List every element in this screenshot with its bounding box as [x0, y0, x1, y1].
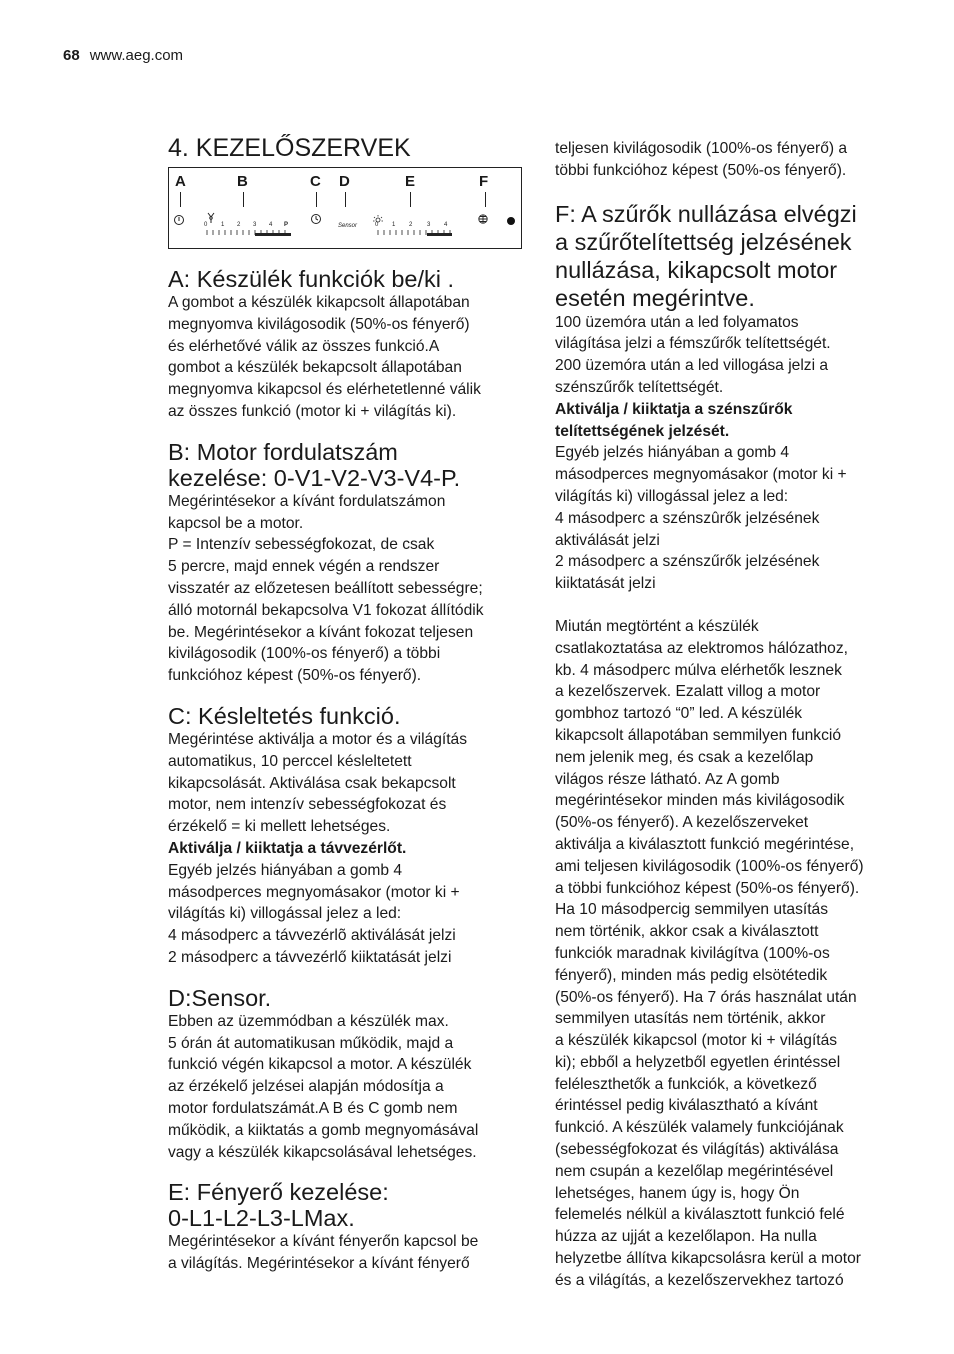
sensor-light-icon: [373, 215, 383, 222]
bold-f: Aktiválja / kiiktatja a szénszűrők telítettségének jelzését.: [555, 400, 793, 440]
body-e-continued: teljesen kivilágosodik (100%-os fényerő) a többi funkcióhoz képest (50%-os fényerő).: [555, 140, 848, 179]
panel-letter-b: B: [237, 173, 248, 190]
svg-text:0: 0: [375, 222, 379, 228]
left-column: [168, 133, 530, 1275]
heading-e: E: Fényerő kezelése: 0-L1-L2-L3-LMax.: [168, 1179, 389, 1232]
svg-text:1: 1: [221, 222, 225, 228]
body-c: Megérintése aktiválja a motor és a világítás automatikus, 10 perccel késleltetett kikapcsolását. Aktiválása csak bekapcsolt motor, nem intenzív sebességfokozat és érzékelő = ki mellett lehetséges.: [168, 730, 468, 836]
svg-text:2: 2: [237, 222, 241, 228]
svg-text:0: 0: [204, 222, 208, 228]
svg-text:4: 4: [444, 222, 448, 228]
light-bar: [427, 233, 452, 236]
section-b: [168, 439, 530, 687]
body-final: Miután megtörtént a készülék csatlakoztatása az elektromos hálózathoz, kb. 4 másodperc múlva elérhetők lesznek a kezelőszervek. Ezalatt villog a motor gombhoz tartozó “0” led. A készülék kikapcsolt állapotában semmilyen funkció nem jelenik meg, és csak a kezelőlap világos része látható. Az A gomb megérintésekor minden más kivilágosodik (50%-os fényerő). A kezelőszerveket aktiválja a kiválasztott funkció megérintése, ami teljesen kivilágosodik (100%-os fényerő) a többi funkcióhoz képest (50%-os fényerő). Ha 10 másodpercig semmilyen utasítás nem történik, akkor csak a kiválasztott funkciók maradnak kivilágítva (100%-os fényerő), minden más pedig elsötétedik (50%-os fényerő). Ha 7 órás használat után semmilyen utasítás nem történik, akkor a készülék kikapcsol (motor ki + világítás ki); ebből a helyzetből egyetlen érintéssel feléleszthetők a funkciók, a következő érintéssel pedig kiválasztható a kívánt funkció. A készülék valamely funkciójának (sebességfokozat és világítás) aktiválása nem csupán a kezelőlap megérintésével lehetséges, hanem úgy is, hogy Ön felemelés nélkül a kiválasztott funkció felé húzza az ujját a kezelőlapon. Ha nulla helyzetbe állítva kikapcsolásra kerül a motor és a világítás, a kezelőszervekhez tartozó: [555, 617, 864, 1289]
svg-text:P: P: [284, 222, 289, 228]
section-f: [555, 200, 915, 595]
bold-c: Aktiválja / kiiktatja a távvezérlőt.: [168, 839, 407, 857]
body-f: 100 üzemóra után a led folyamatos világítása jelzi a fémszűrők telítettségét. 200 üzemóra után a led villogása jelzi a szénszűrők telítettségét.: [555, 313, 831, 396]
led-dot-icon: [507, 217, 515, 225]
control-panel-diagram: [168, 167, 522, 249]
body-d: Ebben az üzemmódban a készülék max. 5 órán át automatikusan működik, majd a funkció végén kikapcsol a motor. A készülék az érzékelő jelzései alapján módosítja a motor fordulatszámát.A B és C gomb nem működik, a kiiktatás a gomb megnyomásával vagy a készülék kikapcsolásával lehetséges.: [168, 1012, 479, 1161]
heading-b: B: Motor fordulatszám kezelése: 0-V1-V2-V3-V4-P.: [168, 438, 461, 491]
speed-bar: [255, 233, 291, 236]
section-title: 4. KEZELŐSZERVEK: [168, 134, 411, 162]
svg-text:4: 4: [269, 222, 273, 228]
panel-letter-d: D: [339, 173, 350, 190]
body-e: Megérintésekor a kívánt fényerőn kapcsol be a világítás. Megérintésekor a kívánt fényerő: [168, 1233, 479, 1273]
filter-grid-icon: [479, 215, 487, 223]
panel-letter-a: A: [175, 173, 186, 190]
svg-text:1: 1: [392, 222, 396, 228]
power-icon: [175, 216, 184, 225]
timer-icon: [312, 215, 321, 224]
light-scale: [375, 222, 448, 228]
fan-icon: [208, 213, 214, 223]
body-a: A gombot a készülék kikapcsolt állapotában megnyomva kivilágosodik (50%-os fényerő) és elérhetővé válik az összes funkció.A gombot a készülék bekapcsolt állapotában megnyomva kikapcsol és elérhetetlenné válik az összes funkció (motor ki + világítás ki).: [168, 294, 481, 420]
section-c: [168, 703, 530, 969]
section-d: [168, 985, 530, 1164]
panel-letter-c: C: [310, 173, 321, 190]
body-b: Megérintésekor a kívánt fordulatszámon kapcsol be a motor. P = Intenzív sebességfokozat, de csak 5 percre, majd ennek végén a rendszer visszatér az előzetesen beállított sebességre; álló motornál bekapcsolva V1 fokozat állítódik be. Megérintésekor a kívánt fokozat teljesen kivilágosodik (100%-os fényerő) a többi funkcióhoz képest (50%-os fényerő).: [168, 492, 484, 685]
speed-scale: [204, 222, 288, 228]
site-url: www.aeg.com: [89, 47, 184, 64]
svg-text:2: 2: [409, 222, 413, 228]
right-column: [555, 138, 915, 1292]
svg-text:3: 3: [427, 222, 431, 228]
panel-letter-f: F: [479, 173, 489, 190]
heading-f: F: A szűrők nullázása elvégzi a szűrőtelítettség jelzésének nullázása, kikapcsolt motor esetén megérintve.: [555, 200, 857, 311]
heading-a: A: Készülék funkciók be/ki .: [168, 266, 455, 292]
page-number: 68: [63, 47, 80, 64]
body-c-2: Egyéb jelzés hiányában a gomb 4 másodperces megnyomásakor (motor ki + világítás ki) villogással jelez a led: 4 másodperc a távvezérlõ aktiválását jelzi 2 másodperc a távvezérlő kiiktatását jelzi: [168, 861, 460, 966]
section-a: [168, 266, 530, 423]
page-header: [63, 47, 183, 64]
heading-c: C: Késleltetés funkció.: [168, 702, 401, 729]
body-f-2: Egyéb jelzés hiányában a gomb 4 másodperces megnyomásakor (motor ki + világítás ki) villogással jelez a led: 4 másodperc a szénszûrők jelzésének aktiválását jelzi 2 másodperc a szénszűrők jelzésének kiiktatását jelzi: [555, 444, 847, 593]
section-e: [168, 1179, 530, 1275]
heading-d: D:Sensor.: [168, 984, 272, 1011]
svg-text:3: 3: [253, 222, 257, 228]
sensor-label: Sensor: [338, 223, 358, 229]
panel-letter-e: E: [405, 173, 416, 190]
